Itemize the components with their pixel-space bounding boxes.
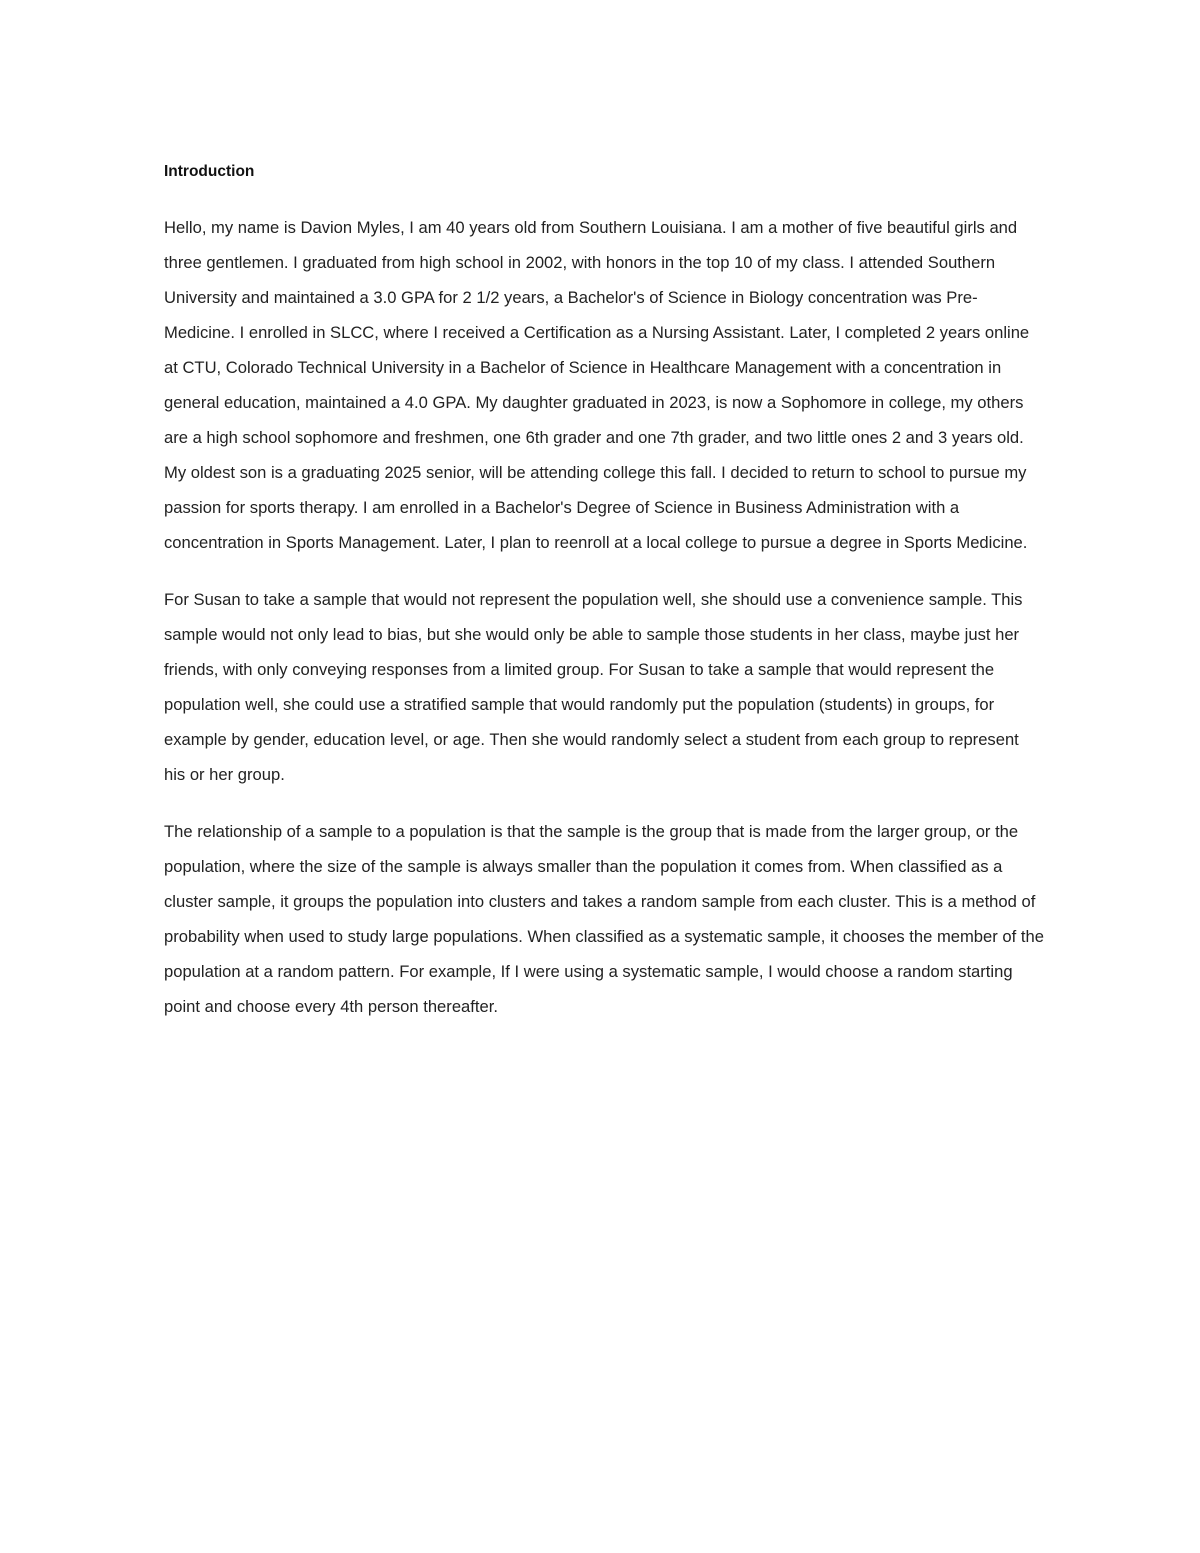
- paragraph-introduction: Hello, my name is Davion Myles, I am 40 years old from Southern Louisiana. I am a mother of five beautiful girls and three gentlemen. I graduated from high school in 2002, with honors in the top 10 of my class. I attended Southern University and maintained a 3.0 GPA for 2 1/2 years, a Bachelor's of Science in Biology concentration was Pre-Medicine. I enrolled in SLCC, where I received a Certification as a Nursing Assistant. Later, I completed 2 years online at CTU, Colorado Technical University in a Bachelor of Science in Healthcare Management with a concentration in general education, maintained a 4.0 GPA. My daughter graduated in 2023, is now a Sophomore in college, my others are a high school sophomore and freshmen, one 6th grader and one 7th grader, and two little ones 2 and 3 years old. My oldest son is a graduating 2025 senior, will be attending college this fall. I decided to return to school to pursue my passion for sports therapy. I am enrolled in a Bachelor's Degree of Science in Business Administration with a concentration in Sports Management. Later, I plan to reenroll at a local college to pursue a degree in Sports Medicine.: [164, 218, 1030, 552]
- document-body: [164, 160, 1044, 1046]
- paragraph-sample-population: The relationship of a sample to a population is that the sample is the group that is made from the larger group, or the population, where the size of the sample is always smaller than the population it comes from. When classified as a cluster sample, it groups the population into clusters and takes a random sample from each cluster. This is a method of probability when used to study large populations. When classified as a systematic sample, it chooses the member of the population at a random pattern. For example, If I were using a systematic sample, I would choose a random starting point and choose every 4th person thereafter.: [164, 822, 1044, 1016]
- section-heading: Introduction: [164, 163, 255, 180]
- paragraph-sampling: For Susan to take a sample that would not represent the population well, she should use a convenience sample. This sample would not only lead to bias, but she would only be able to sample those students in her class, maybe just her friends, with only conveying responses from a limited group. For Susan to take a sample that would represent the population well, she could use a stratified sample that would randomly put the population (students) in groups, for example by gender, education level, or age. Then she would randomly select a student from each group to represent his or her group.: [164, 590, 1023, 784]
